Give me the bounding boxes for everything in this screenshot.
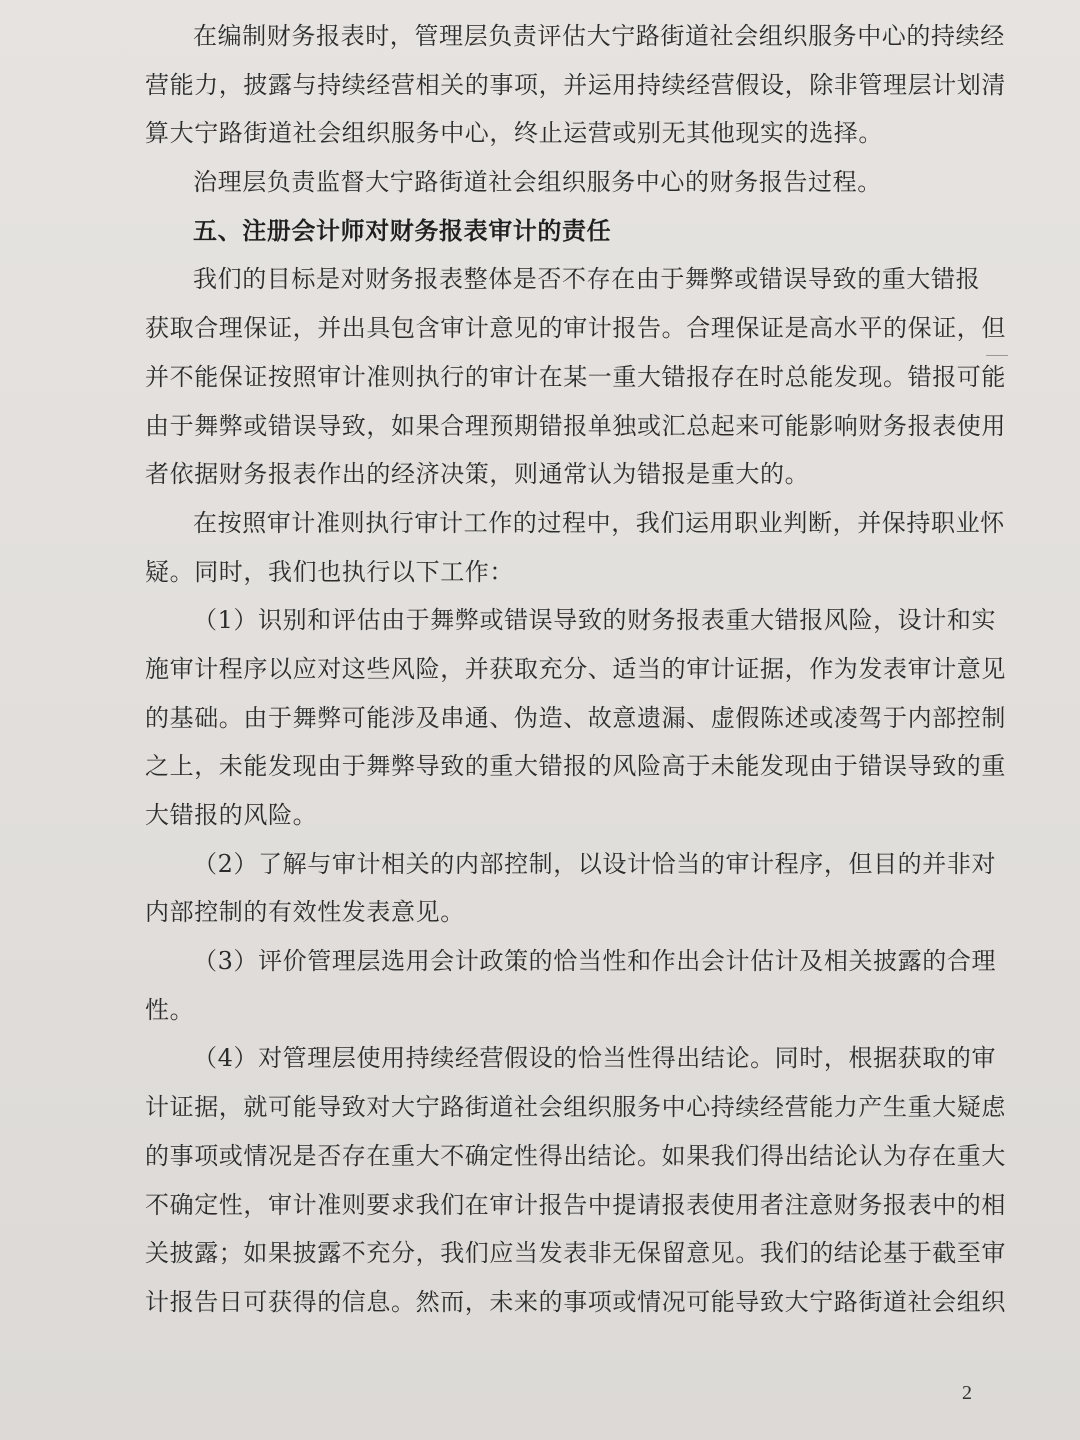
list-item-line: 施审计程序以应对这些风险，并获取充分、适当的审计证据，作为发表审计意见 xyxy=(145,654,1006,683)
list-item-line: （2）了解与审计相关的内部控制，以设计恰当的审计程序，但目的并非对 xyxy=(193,849,997,878)
list-item-line: （4）对管理层使用持续经营假设的恰当性得出结论。同时，根据获取的审 xyxy=(193,1044,997,1073)
list-item-line: （3）评价管理层选用会计政策的恰当性和作出会计估计及相关披露的合理 xyxy=(193,947,997,976)
paragraph-line: 算大宁路街道社会组织服务中心，终止运营或别无其他现实的选择。 xyxy=(145,119,883,148)
paragraph-line: 并不能保证按照审计准则执行的审计在某一重大错报存在时总能发现。错报可能 xyxy=(145,362,1006,391)
list-item-line: 的基础。由于舞弊可能涉及串通、伪造、故意遗漏、虚假陈述或凌驾于内部控制 xyxy=(145,703,1006,732)
list-item-line: 内部控制的有效性发表意见。 xyxy=(145,898,465,927)
paragraph-line: 营能力，披露与持续经营相关的事项，并运用持续经营假设，除非管理层计划清 xyxy=(145,70,1006,99)
list-item-line: 计报告日可获得的信息。然而，未来的事项或情况可能导致大宁路街道社会组织 xyxy=(145,1287,1006,1316)
list-item-line: 之上，未能发现由于舞弊导致的重大错报的风险高于未能发现由于错误导致的重 xyxy=(145,752,1006,781)
paragraph-line: 获取合理保证，并出具包含审计意见的审计报告。合理保证是高水平的保证，但 xyxy=(145,314,1006,343)
list-item-line: （1）识别和评估由于舞弊或错误导致的财务报表重大错报风险，设计和实 xyxy=(193,606,997,635)
paragraph-line: 者依据财务报表作出的经济决策，则通常认为错报是重大的。 xyxy=(145,460,810,489)
section-heading: 五、注册会计师对财务报表审计的责任 xyxy=(193,215,612,245)
list-item-line: 计证据，就可能导致对大宁路街道社会组织服务中心持续经营能力产生重大疑虑 xyxy=(145,1093,1006,1122)
paragraph-line: 由于舞弊或错误导致，如果合理预期错报单独或汇总起来可能影响财务报表使用 xyxy=(145,411,1006,440)
paragraph-line: 我们的目标是对财务报表整体是否不存在由于舞弊或错误导致的重大错报 xyxy=(193,265,981,294)
paragraph-line: 在按照审计准则执行审计工作的过程中，我们运用职业判断，并保持职业怀 xyxy=(193,508,1005,537)
paragraph-line: 疑。同时，我们也执行以下工作： xyxy=(145,557,514,586)
page-body xyxy=(145,12,1006,1327)
list-item-line: 的事项或情况是否存在重大不确定性得出结论。如果我们得出结论认为存在重大 xyxy=(145,1141,1006,1170)
margin-mark xyxy=(986,355,1008,356)
list-item-line: 性。 xyxy=(145,995,195,1024)
paragraph-line: 在编制财务报表时，管理层负责评估大宁路街道社会组织服务中心的持续经 xyxy=(193,22,1005,50)
list-item-line: 关披露；如果披露不充分，我们应当发表非无保留意见。我们的结论基于截至审 xyxy=(145,1239,1006,1268)
list-item-line: 大错报的风险。 xyxy=(145,801,318,829)
paragraph-line: 治理层负责监督大宁路街道社会组织服务中心的财务报告过程。 xyxy=(193,168,882,197)
list-item-line: 不确定性，审计准则要求我们在审计报告中提请报表使用者注意财务报表中的相 xyxy=(145,1190,1006,1219)
page-number: 2 xyxy=(962,1382,972,1404)
